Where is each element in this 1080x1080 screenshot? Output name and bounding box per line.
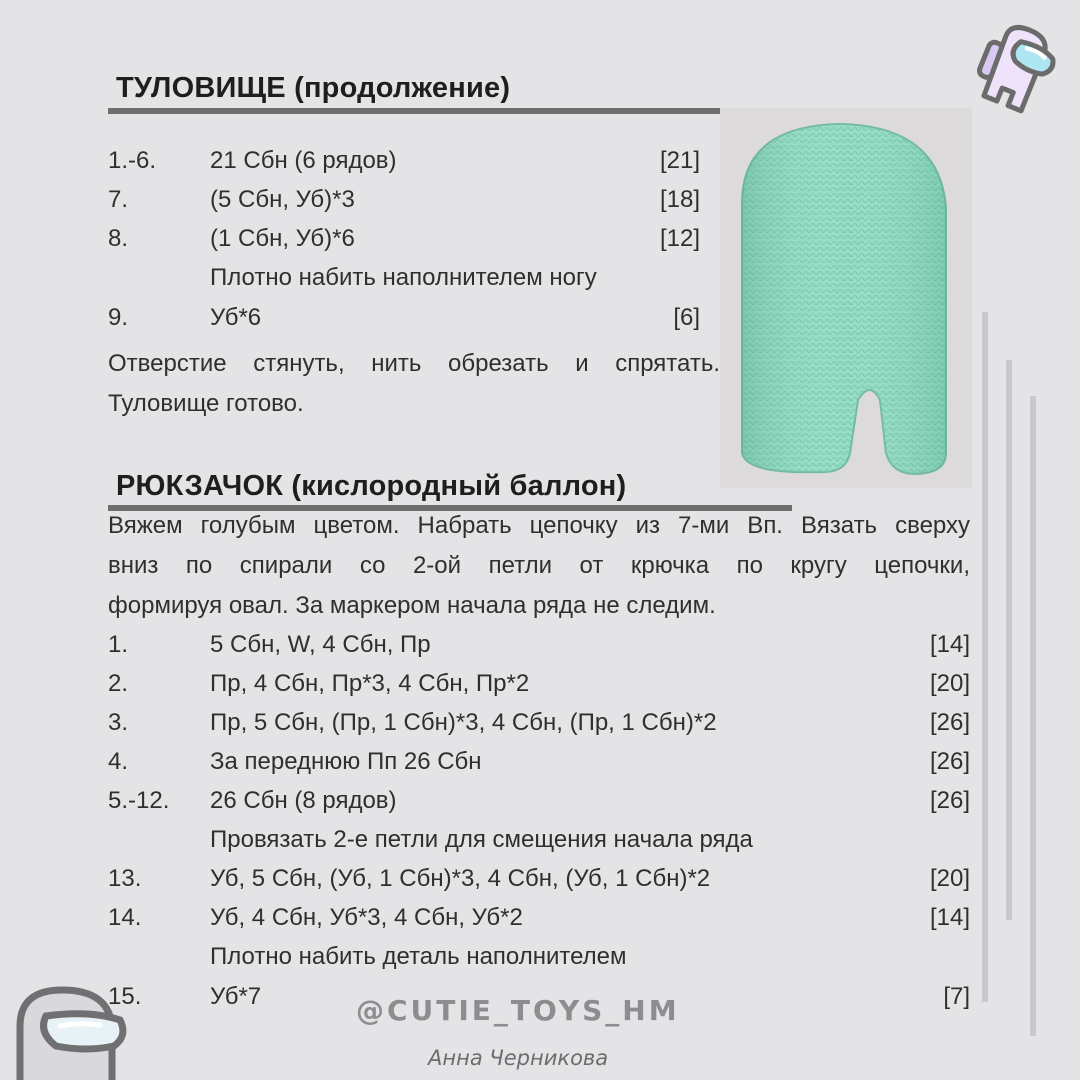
row-number: 5.-12. xyxy=(108,787,170,814)
backpack-row xyxy=(108,822,970,858)
torso-row xyxy=(108,143,700,179)
crocheted-torso-image xyxy=(720,108,972,488)
stitch-count: [18] xyxy=(659,186,700,213)
row-instruction: Плотно набить наполнителем ногу xyxy=(210,264,597,291)
row-instruction: Пр, 5 Сбн, (Пр, 1 Сбн)*3, 4 Сбн, (Пр, 1 Сбн)*2 xyxy=(210,709,717,736)
stitch-count: [14] xyxy=(929,631,970,658)
torso-row xyxy=(108,300,700,336)
torso-row xyxy=(108,260,700,296)
row-instruction: 26 Сбн (8 рядов) xyxy=(210,787,397,814)
stitch-count: [20] xyxy=(929,865,970,892)
row-number: 4. xyxy=(108,748,129,775)
row-number: 9. xyxy=(108,304,129,331)
row-number: 8. xyxy=(108,225,129,252)
row-number: 15. xyxy=(108,983,142,1010)
torso-section-title: ТУЛОВИЩЕ (продолжение) xyxy=(116,72,511,104)
backpack-row xyxy=(108,900,970,936)
stitch-count: [12] xyxy=(659,225,700,252)
row-number: 7. xyxy=(108,186,129,213)
backpack-row xyxy=(108,627,970,663)
row-instruction: За переднюю Пп 26 Сбн xyxy=(210,748,482,775)
decorative-line xyxy=(982,312,988,1002)
row-instruction: Плотно набить деталь наполнителем xyxy=(210,943,627,970)
row-instruction: Уб*6 xyxy=(210,304,262,331)
backpack-row xyxy=(108,705,970,741)
row-instruction: (1 Сбн, Уб)*6 xyxy=(210,225,355,252)
decorative-line xyxy=(1006,360,1012,920)
row-instruction: (5 Сбн, Уб)*3 xyxy=(210,186,355,213)
row-number: 2. xyxy=(108,670,129,697)
row-number: 1. xyxy=(108,631,129,658)
crewmate-icon xyxy=(958,20,1062,128)
paragraph-line: Отверстие стянуть, нить обрезать и спрятать. xyxy=(108,350,720,377)
torso-row xyxy=(108,221,700,257)
stitch-count: [26] xyxy=(929,787,970,814)
stitch-count: [26] xyxy=(929,748,970,775)
backpack-row xyxy=(108,939,970,975)
watermark-handle: @CUTIE_TOYS_HM xyxy=(356,994,680,1027)
backpack-intro-paragraph xyxy=(108,506,970,626)
backpack-row xyxy=(108,666,970,702)
backpack-row xyxy=(108,783,970,819)
row-instruction: Пр, 4 Сбн, Пр*3, 4 Сбн, Пр*2 xyxy=(210,670,530,697)
backpack-row xyxy=(108,861,970,897)
paragraph-line: Вяжем голубым цветом. Набрать цепочку из 7-ми Вп. Вязать сверху xyxy=(108,512,970,539)
stitch-count: [26] xyxy=(929,709,970,736)
author-signature: Анна Черникова xyxy=(428,1046,609,1070)
torso-row xyxy=(108,182,700,218)
backpack-section-title: РЮКЗАЧОК (кислородный баллон) xyxy=(116,470,627,502)
stitch-count: [14] xyxy=(929,904,970,931)
paragraph-line: вниз по спирали со 2-ой петли от крючка по кругу цепочки, xyxy=(108,552,970,579)
title-underline xyxy=(108,108,792,114)
row-instruction: Уб*7 xyxy=(210,983,262,1010)
row-instruction: 21 Сбн (6 рядов) xyxy=(210,147,397,174)
decorative-line xyxy=(1030,396,1036,1036)
row-number: 1.-6. xyxy=(108,147,157,174)
row-instruction: Уб, 4 Сбн, Уб*3, 4 Сбн, Уб*2 xyxy=(210,904,523,931)
row-number: 14. xyxy=(108,904,142,931)
torso-closing-paragraph xyxy=(108,344,720,424)
stitch-count: [6] xyxy=(673,304,700,331)
row-number: 3. xyxy=(108,709,129,736)
stitch-count: [21] xyxy=(659,147,700,174)
paragraph-line: Туловище готово. xyxy=(108,390,304,417)
backpack-row xyxy=(108,744,970,780)
row-number: 13. xyxy=(108,865,142,892)
stitch-count: [7] xyxy=(943,983,970,1010)
torso-photo xyxy=(720,108,972,488)
stitch-count: [20] xyxy=(929,670,970,697)
row-instruction: Уб, 5 Сбн, (Уб, 1 Сбн)*3, 4 Сбн, (Уб, 1 Сбн)*2 xyxy=(210,865,711,892)
row-instruction: Провязать 2-е петли для смещения начала ряда xyxy=(210,826,753,853)
row-instruction: 5 Сбн, W, 4 Сбн, Пр xyxy=(210,631,431,658)
paragraph-line: формируя овал. За маркером начала ряда не следим. xyxy=(108,592,716,619)
